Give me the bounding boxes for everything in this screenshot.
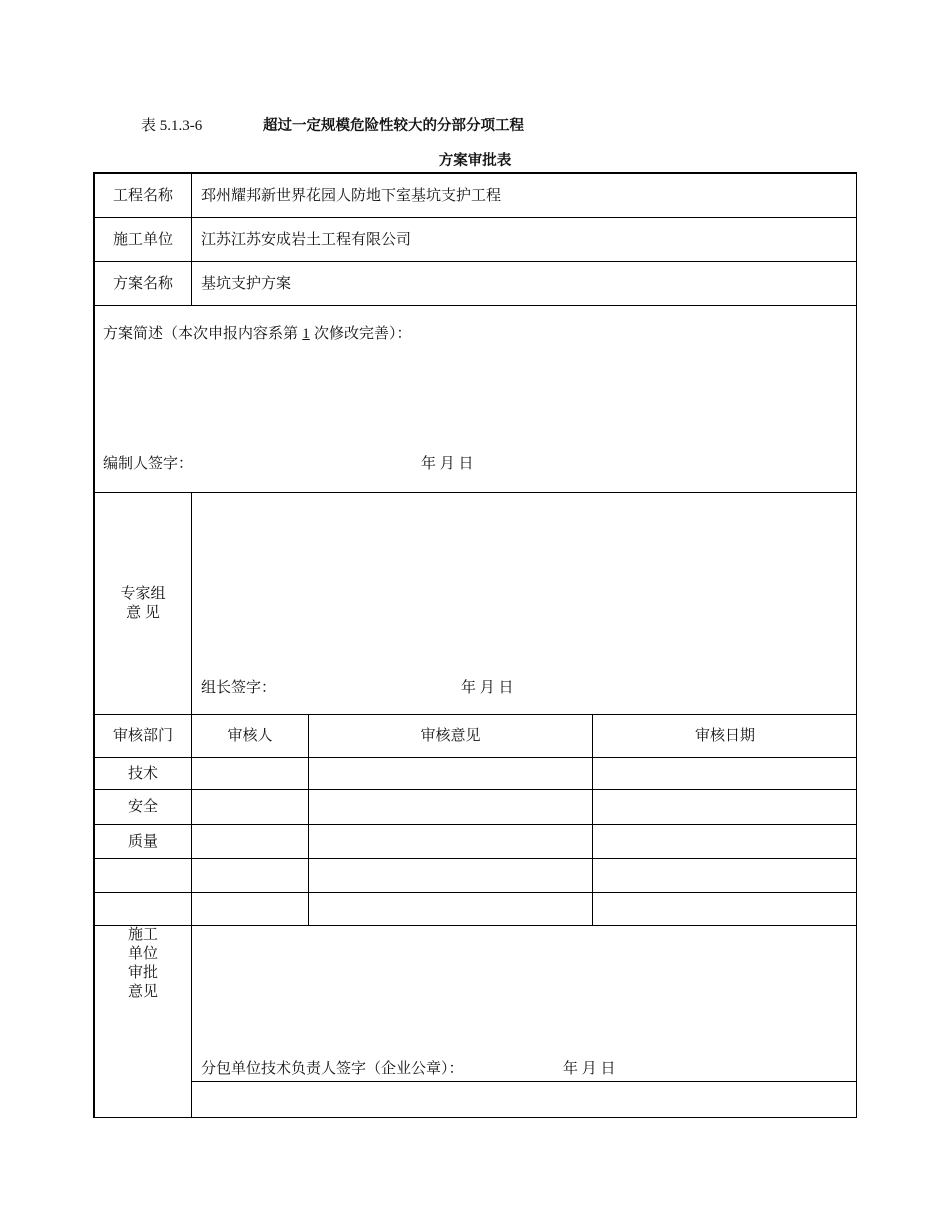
leader-signature-label: 组长签字： — [201, 680, 277, 696]
form-subtitle: 方案审批表 — [438, 153, 512, 169]
table-heading — [141, 114, 524, 135]
subcontractor-signature-date: 年 月 日 — [563, 1061, 616, 1077]
plan-name-label: 方案名称 — [112, 276, 173, 292]
approval-label-line4: 意见 — [127, 984, 158, 1000]
expert-label-line2: 意 见 — [126, 605, 160, 621]
expert-opinion-label — [95, 585, 191, 623]
summary-text-after: 次修改完善）： — [314, 326, 412, 342]
expert-label-line1: 专家组 — [120, 586, 166, 602]
contractor-value[interactable]: 江苏江苏安成岩土工程有限公司 — [201, 232, 412, 248]
review-header-dept: 审核部门 — [112, 728, 173, 744]
plan-summary-prompt — [103, 325, 412, 343]
project-name-value[interactable]: 邳州耀邦新世界花园人防地下室基坑支护工程 — [201, 188, 502, 204]
table-code: 表 5.1.3-6 — [141, 118, 203, 134]
review-row-safety: 安全 — [127, 799, 158, 815]
plan-name-value[interactable]: 基坑支护方案 — [201, 276, 292, 292]
approval-label-line1: 施工 — [127, 927, 158, 943]
contractor-label: 施工单位 — [112, 232, 173, 248]
revision-number[interactable]: 1 — [302, 326, 310, 342]
subcontractor-signature-label: 分包单位技术负责人签字（企业公章）： — [201, 1061, 464, 1077]
author-signature-label: 编制人签字： — [103, 456, 194, 472]
review-header-reviewer: 审核人 — [227, 728, 273, 744]
approval-form-table — [93, 172, 857, 1118]
leader-signature-date: 年 月 日 — [461, 680, 514, 696]
contractor-approval-label — [95, 926, 191, 1002]
review-header-opinion: 审核意见 — [420, 728, 481, 744]
review-header-date: 审核日期 — [694, 728, 755, 744]
approval-label-line3: 审批 — [127, 965, 158, 981]
author-signature-date: 年 月 日 — [421, 456, 474, 472]
form-title: 超过一定规模危险性较大的分部分项工程 — [263, 118, 524, 134]
approval-label-line2: 单位 — [127, 946, 158, 962]
project-name-label: 工程名称 — [112, 188, 173, 204]
summary-text-before: 方案简述（本次申报内容系第 — [103, 326, 299, 342]
review-row-quality: 质量 — [127, 834, 158, 850]
review-row-technical: 技术 — [127, 766, 158, 782]
